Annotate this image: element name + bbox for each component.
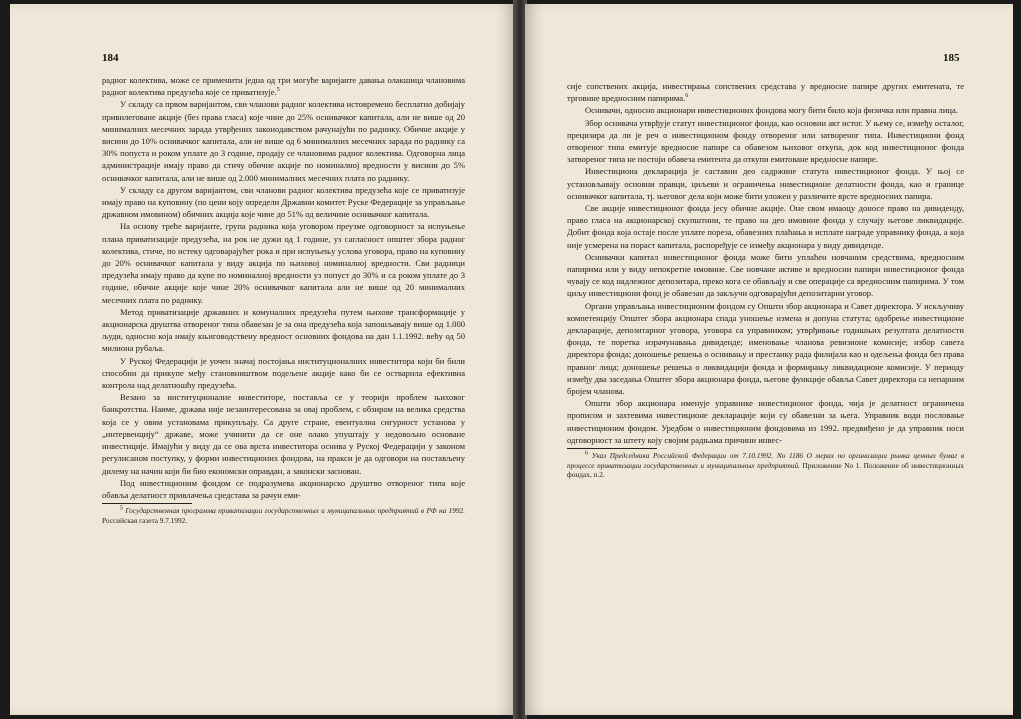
paragraph: Инвестициона декларација је саставни део садржине статута инвестиционог фонда. У њој се установљавају основни правци, циљеви и ограничења инвестиционе делатности фонда, као и границе оснивачког капитала, тј. његовог дела који може бити уложен у различите врсте вредносних папира. <box>567 166 964 201</box>
footnote: $^6$ Указ Председника Российской Федерации от 7.10.1992. No 1186 О мерах по организации рынка ценных бумаг в процессе приватизации государственных и муниципальных предприятий. Приложение No 1. Положение об инвестиционных фондах, п.2. <box>567 450 965 479</box>
paragraph: У Руској Федерацији је уочен значај постојања институционалних инвеститора који би били способни да прикупе међу становништвом подељене акције како би се остварила ефективна контрола над делатношћу предузећа. <box>102 355 465 391</box>
paragraph: Органи управљања инвестиционим фондом су Општи збор акционара и Савет директора. У искључиву компетенцију Општег збора акционара спада уношење измена и допуна статута; одобрење инвестиционе декларације, депозитарног уговора, уговора са управником; утврђивање годишњих резултата делатности фонда, те поретка израчунавања дивиденде; именовање чланова ревизионе комисије; избор савета директора фонда; доношење решења о оснивању и престанку рада филијала као и одељења фонда без права правног лица; доношење решења о ликвидацији фонда и формирању ликвидационе комисије. У периоду између два заседања Општег збора акционара фонда, његове функције обавља Савет директора са непарним бројем чланова. <box>567 300 964 397</box>
paragraph: У складу са првом варијантом, сви чланови радног колектива истовремено бесплатно добијају привилеговане акције (без права гласа) које чине до 25% оснивачког капитала, али не више од 20 минималних месечних зарада утврђених законодавством рачунајући по раднику. Обичне акције у висини до 10% оснивачког капитала, али не више од 6 минималних месечних зарада по раднику са 30% попуста и роком уплате до 3 године, продају се члановима радног колектива. Одговорна лица администрације имају право да стичу обичне акције по номиналној вредности у висини до 5% оснивачког капитала, али не више од 2.000 минималних месечних плата по раднику. <box>102 99 465 183</box>
right-page <box>525 4 1013 715</box>
paragraph: Оснивачи, односно акционари инвестиционих фондова могу бити било која физичка или правна лица. <box>585 105 958 116</box>
footnote: $^5$ Государственная программа приватизации государственных и муниципальных предприятий в РФ на 1992. Российская газета 9.7.1992. <box>102 505 465 525</box>
paragraph: Оснивачки капитал инвестиционог фонда може бити уплаћен новчаним средствима, вредносним папирима или у виду непокретне имовине. Све новчане активе и вредносни папири инвестиционог фонда чувају се код надлежног депозитара, преко кога се обављају и све операције са вредносним папирима. У том циљу инвестициони фонд је обавезан да закључи одговарајући депозитарни уговор. <box>567 251 964 299</box>
paragraph: На основу треће варијанте, група радника која уговором преузме одговорност за испуњење плана приватизације предузећа, на рок не дужи од 1 године, уз сагласност општег збора радног колектива, стиче, по истеку одговарајућег рока и при испуњењу услова уговора, право на куповину до 20% оснивачког капитала у виду акција по њиховој номиналној вредности. Сви радници предузећа имају право да купе по номиналној вредности уз попуст до 30% и са роком уплате до 3 године, обичне акције које чине 20% оснивачког капитала али не више од 20 минималних месечних плата по раднику. <box>102 221 465 305</box>
paragraph: Све акције инвестиционог фонда јесу обичне акције. Оне свом имаоцу доносе право на дивиденду, право гласа на акционарској скупштини, те право на део имовине фонда у случају његове ликвидације. Добит фонда која остаје после уплате пореза, обавезних плаћања и исплате награде управнику фонда, а која није усмерена на пораст капитала, распоређује се између акционара у виду дивиденде. <box>567 203 964 250</box>
page-body <box>567 80 964 479</box>
paragraph: Метод приватизације државних и комуналних предузећа путем њихове трансформације у акционарска друштва отвореног типа обавезан је за она предузећа која запошљавају више од 1.000 људи, односно која имају књиговодствену вредност основних фондова на дан 1.1.1992. већу од 50 милиона рубаља. <box>102 306 465 354</box>
footnote-divider <box>567 448 657 449</box>
footnote-divider <box>102 503 192 504</box>
page-body <box>102 74 465 525</box>
page-number: 185 <box>943 52 960 64</box>
paragraph: Збор оснивача утврђује статут инвестиционог фонда, као основни акт истог. У њему се, између осталог, прецизира да ли је реч о инвестиционом фонду отвореног или затвореног типа. Инвестициони фонд отвореног типа емитује вредносне папире са обавезом њиховог откупа, док код инвестиционог фонда затвореног типа не постоји обавеза емитента да откупи емитоване вредносне папире. <box>567 117 964 165</box>
paragraph: Општи збор акционара именује управнике инвестиционог фонда, чија је делатност ограничена прописом и захтевима инвестиционе декларације који су обавезни за њега. Управник води пословање инвестиционим фондом. Уредбом о инвестиционим фондовима из 1992. предвиђено је да управник носи одговорност за штету коју својим радњама причини инвес- <box>567 398 964 445</box>
paragraph: радног колектива, може се применити једна од три могуће варијанте давања олакшица члановима радног колектива предузећа које се приватизује.$^5$ <box>102 75 465 98</box>
page-number: 184 <box>102 52 119 64</box>
paragraph: Под инвестиционим фондом се подразумева акционарско друштво отвореног типа које обавља делатност привлачења средстава за рачун еми- <box>102 477 465 500</box>
paragraph: У складу са другом варијантом, сви чланови радног колектива предузећа које се приватизује имају право на куповину (по цени коју определи Државни комитет Руске Федерације за управљање државном имовином) обичних акција које чине до 51% од величине оснивачког капитала. <box>102 184 465 220</box>
paragraph: сије сопствених акција, инвестирања сопствених средстава у вредносне папире других емитената, те трговине вредносним папирима.$^6$ <box>567 81 964 104</box>
paragraph: Везано за институционалне инвеститоре, поставља се у теорији проблем њиховог банкротства. Наиме, држава није незаинтересована за овај проблем, с обзиром на велика средства која се у овим установама прикупљају. Са друге стране, евентуална сигурност установа у „интервенцију“ државе, може учинити да се оне олако упуштају у недовољно основане инвестиције. Имајући у виду да се ова врста инвеститора оснива у Руској Федерацији у законом регулисаном поступку, у форми инвестиционих фондова, на пракси је да одговори на постављену дилему на начин који би био економски оправдан, а законски заснован. <box>102 392 465 476</box>
left-page <box>10 4 515 715</box>
